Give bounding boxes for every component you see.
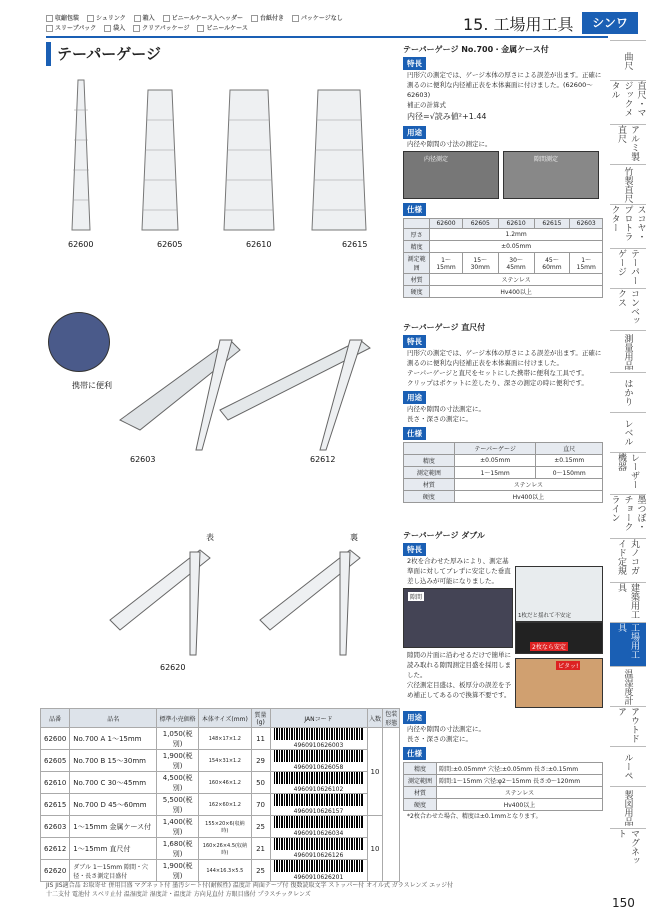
table-row: 62603 1～15mm 金属ケース付 1,400(税別) 155×20×6(収納時) 25 4960910626034 10 xyxy=(41,816,400,838)
box-with-ruler xyxy=(403,322,603,503)
gauge-62615 xyxy=(312,90,366,230)
tab-item[interactable]: 墨つぼ・チョークライン xyxy=(610,494,646,538)
tab-item[interactable]: レーザー機器 xyxy=(610,452,646,494)
photo-gap: 隙間測定 xyxy=(503,151,599,199)
package-legend xyxy=(46,14,376,34)
photo-scale: ピタッ! xyxy=(515,658,603,708)
chapter-title: 15. 工場用工具 xyxy=(463,15,574,34)
feature-text: 隙間の片面に沿わせるだけで簡単に読み取れる隙間測定目盛を採用しました。 xyxy=(407,651,511,679)
use-tag: 用途 xyxy=(403,391,426,404)
feature-text: 補正の計算式 xyxy=(407,101,446,109)
table-row: 62612 1～15mm 直尺付 1,680(税別) 160×26×4.5(収納時) 21 4960910626126 xyxy=(41,838,400,860)
tab-item[interactable]: はかり xyxy=(610,372,646,412)
legend-item: 収縮包装 xyxy=(46,14,79,24)
product-label-62603: 62603 xyxy=(130,455,156,464)
tab-item[interactable]: アルミ製直尺 xyxy=(610,124,646,164)
tab-item[interactable]: 竹製直尺 xyxy=(610,164,646,204)
box-double xyxy=(403,530,603,822)
use-tag: 用途 xyxy=(403,126,426,139)
feature-text: テーパーゲージと直尺をセットにした携帯に便利な工具です。 xyxy=(407,369,589,377)
box-title: テーパーゲージ 直尺付 xyxy=(403,323,486,332)
case-and-ruler-gauges xyxy=(100,320,400,470)
spec-tag: 仕様 xyxy=(403,427,426,440)
use-text: 長さ・深さの測定に。 xyxy=(407,415,472,423)
formula: 内径=√読み値²+1.44 xyxy=(407,112,487,121)
table-row: 62615 No.700 D 45～60mm 5,500(税別) 162×60×1.2 70 4960910626157 xyxy=(41,794,400,816)
gauge-62610 xyxy=(224,90,274,230)
tab-item[interactable]: 曲尺 xyxy=(610,40,646,80)
carry-label: 携帯に便利 xyxy=(72,381,112,390)
photo-gap-double: 隙間 xyxy=(403,588,513,648)
tab-item[interactable]: アウトドア xyxy=(610,706,646,746)
feature-text: 円形穴の測定では、ゲージ本体の厚さによる誤差が出ます。正確に測るのに便利な内径補正表を本体裏面に付けました。(62600～62603) xyxy=(407,71,602,99)
legend-item: 台紙付き xyxy=(251,14,284,24)
legend-item: ビニールケース xyxy=(197,24,247,34)
photo-double: 2枚なら安定 xyxy=(515,622,603,654)
feature-tag: 特長 xyxy=(403,543,426,556)
tab-item[interactable]: 製図用品 xyxy=(610,786,646,828)
tab-item[interactable]: 測量用品 xyxy=(610,330,646,372)
table-row: 62620 ダブル 1～15mm 隙間・穴径・長さ測定目盛付 1,900(税別) 144×16.3×5.5 25 4960910626201 xyxy=(41,860,400,882)
legend-item: シュリンク xyxy=(87,14,126,24)
spec-tag: 仕様 xyxy=(403,203,426,216)
use-text: 内径や隙間の寸法の測定に。 xyxy=(407,140,492,148)
brand-logo: シンワ xyxy=(582,12,638,34)
spec-table: テーパーゲージ 直尺 精度 ±0.05mm ±0.15mm 測定範囲 1～15mm 0～150mm 材質 ステンレス 硬度 Hv400以上 xyxy=(403,442,603,503)
tab-item[interactable]: レベル xyxy=(610,412,646,452)
product-label-62610: 62610 xyxy=(246,240,272,249)
page-number: 150 xyxy=(612,896,635,910)
section-title: テーパーゲージ xyxy=(46,42,161,66)
legend-item: 袋入 xyxy=(104,24,125,34)
legend-item: クリアパッケージ xyxy=(133,24,189,34)
product-label-62615: 62615 xyxy=(342,240,368,249)
back-label: 裏 xyxy=(350,533,358,542)
use-text: 内径や隙間の寸法測定に。 xyxy=(407,405,485,413)
use-text: 長さ・深さの測定に。 xyxy=(407,735,472,743)
feature-text: 2枚を合わせた厚みにより、測定基準面に対してブレずに安定した垂直差し込みが可能になりました。 xyxy=(407,557,511,585)
header-rule xyxy=(46,36,608,38)
box-title: テーパーゲージ No.700・金属ケース付 xyxy=(403,45,549,54)
tab-item-active[interactable]: 工場用工具 xyxy=(610,622,646,666)
spec-table: 精度 隙間:±0.05mm* 穴径:±0.05mm 長さ:±0.15mm 測定範囲 隙間:1～15mm 穴径:φ2～15mm 長さ:0～120mm 材質 ステンレス 硬度 Hv400以上 xyxy=(403,762,603,811)
table-row: 62610 No.700 C 30～45mm 4,500(税別) 160×46×1.2 50 4960910626102 xyxy=(41,772,400,794)
tab-item[interactable]: 直尺・マジックメタル xyxy=(610,80,646,124)
photo-inner: 内径測定 xyxy=(403,151,499,199)
box-no700 xyxy=(403,44,603,298)
tab-item[interactable]: テーパーゲージ xyxy=(610,248,646,288)
front-label: 表 xyxy=(206,533,214,542)
product-table: 品番 品名 標準小売価格 本体サイズ(mm) 質量(g) JANコード 入数 包装形態 62600 No.700 A 1～15mm 1,050(税別) 148×17×1.2 11 4960910626003 10 62605 No.700 B 15～30mm 1,900(税別) 154×31×1.2 29 4960910626058 62610 No.700 C 30～45mm 4,500(税別) 160×46×1.2 50 4960910626102 62615 No.700 D 45～60mm 5,500(税別) 162×60×1.2 70 4960910626157 62603 1～15mm 金属ケース付 1,400(税別) 155×20×6(収納時) 25 4960910626034 10 62612 1～15mm 直尺付 1,680(税別) 160×26×4.5(収納時) 21 4960910626126 62620 ダブル 1～15mm 隙間・穴径・長さ測定目盛付 1,900(税別) 144×16.3×5.5 25 4960910626201 xyxy=(40,708,400,882)
tab-item[interactable]: コンベックス xyxy=(610,288,646,330)
gauge-illustrations xyxy=(60,70,380,250)
legend-item: 箱入 xyxy=(134,14,155,24)
double-gauge-illustrations xyxy=(100,540,400,670)
gauge-62600 xyxy=(72,80,90,230)
tab-item[interactable]: ルーペ xyxy=(610,746,646,786)
tab-item[interactable]: 丸ノコガイド定規 xyxy=(610,538,646,582)
gauge-62605 xyxy=(142,90,178,230)
product-label-62612: 62612 xyxy=(310,455,336,464)
spec-tag: 仕様 xyxy=(403,747,426,760)
feature-tag: 特長 xyxy=(403,57,426,70)
table-row: 62600 No.700 A 1～15mm 1,050(税別) 148×17×1.2 11 4960910626003 10 xyxy=(41,728,400,750)
use-text: 内径や隙間の寸法測定に。 xyxy=(407,725,485,733)
photo-single: 1枚だと揺れて不安定 xyxy=(515,566,603,622)
chapter-tabs xyxy=(610,40,650,870)
tab-item[interactable]: 温湿度計 xyxy=(610,666,646,706)
product-label-62605: 62605 xyxy=(157,240,183,249)
icon-legend-footer: JIS JIS適合品 お取寄せ 併用目盛 マグネット付 墨汚シート付(耐候性) 温度計 両面テープ付 復数読取文字 ストッパー付 オイル式 ガラスレンズ エッジ付 十二支付 電池付 スベリ止付 温湿度計 湿度計・温度計 方向見直付 方眼目盛付 プラスチックレンズ xyxy=(46,882,454,898)
tab-item[interactable]: スコヤ・プロトラクター xyxy=(610,204,646,248)
feature-text: クリップはポケットに差したり、深さの測定の時に便利です。 xyxy=(407,379,588,387)
spec-table: 62600 62605 62610 62615 62603 厚さ 1.2mm 精度 ±0.05mm 測定範囲 1～15mm 15～30mm 30～45mm 45～60mm 1～15mm 材質 ステンレス 硬度 Hv400以上 xyxy=(403,218,603,298)
legend-item: スリーブパック xyxy=(46,24,96,34)
box-title: テーパーゲージ ダブル xyxy=(403,531,485,540)
legend-item: パッケージなし xyxy=(292,14,343,24)
tab-item[interactable]: マグネット xyxy=(610,828,646,870)
table-row: 62605 No.700 B 15～30mm 1,900(税別) 154×31×1.2 29 4960910626058 xyxy=(41,750,400,772)
feature-text: 穴径測定目盛は、板厚分の誤差を予め補正してあるので換算不要です。 xyxy=(407,681,511,699)
product-label-62600: 62600 xyxy=(68,240,94,249)
feature-text: 円形穴の測定では、ゲージ本体の厚さによる誤差が出ます。正確に測るのに便利な内径補正表を本体裏面に付けました。 xyxy=(407,349,602,367)
use-tag: 用途 xyxy=(403,711,426,724)
spec-note: *2枚合わせた場合、精度は±0.1mmとなります。 xyxy=(407,813,542,820)
legend-item: ビニールケース入ヘッダー xyxy=(163,14,243,24)
feature-tag: 特長 xyxy=(403,335,426,348)
tab-item[interactable]: 建築用工具 xyxy=(610,582,646,622)
product-label-62620: 62620 xyxy=(160,663,186,672)
